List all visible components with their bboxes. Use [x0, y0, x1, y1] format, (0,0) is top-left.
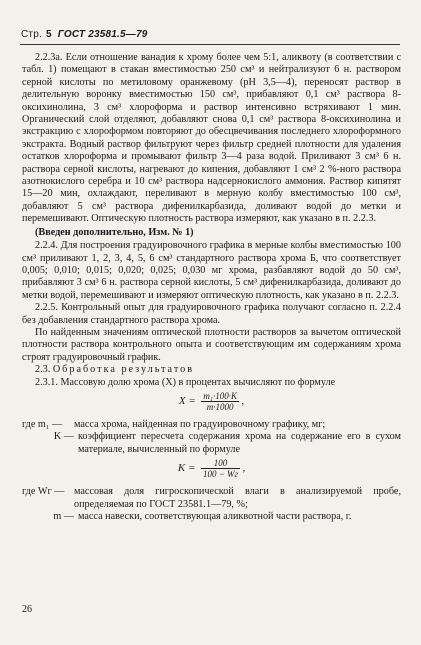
- formula-x-tail: ,: [241, 395, 245, 407]
- standard-code: ГОСТ 23581.5—79: [57, 29, 148, 40]
- definition-symbol: где m₁ —: [22, 418, 63, 430]
- paragraph-calibration: По найденным значениям оптической плотности растворов за вычетом оптической плотности раствора контрольного опыта и соответствующим им содержаниям хрома строят градуировочный график.: [22, 326, 401, 363]
- definition-text: масса хрома, найденная по градуировочному графику, мг;: [74, 418, 326, 430]
- formula-x-fraction: [201, 391, 239, 412]
- footer-page-number: 26: [22, 604, 32, 615]
- definitions-2: [22, 486, 401, 523]
- page-header: [21, 29, 147, 40]
- definition-symbol: K —: [53, 431, 74, 443]
- formula-k-numerator: 100: [201, 458, 240, 469]
- paragraph-2-3-1: 2.3.1. Массовую долю хрома (X) в процентах вычисляют по формуле: [35, 376, 336, 388]
- definition-text: масса навески, соответствующая аликвотной части раствора, г.: [78, 511, 352, 522]
- definition-row: [22, 431, 401, 456]
- amendment-note: (Введен дополнительно, Изм. № 1): [35, 226, 194, 238]
- definition-row: [22, 511, 401, 523]
- definitions-1: [22, 419, 401, 456]
- formula-k-lhs: K =: [177, 462, 196, 475]
- definition-row: [22, 486, 401, 511]
- formula-k-denominator: 100 − Wг: [202, 469, 239, 480]
- formula-k-fraction: [201, 458, 240, 479]
- section-2-3-heading: [22, 364, 401, 376]
- formula-k-tail: ,: [242, 463, 246, 475]
- definition-text: коэффициент пересчета содержания хрома на содержание его в сухом материале, вычисленный по формуле: [78, 431, 401, 455]
- formula-k: [22, 458, 401, 484]
- header-page-number: 5: [45, 29, 52, 40]
- page-body: [22, 52, 401, 523]
- formula-x-lhs: X =: [178, 394, 196, 407]
- paragraph-2-2-4: 2.2.4. Для построения градуировочного графика в мерные колбы вместимостью 100 см³ приливают 1, 2, 3, 4, 5, 6 см³ стандартного раствора хрома Б, что соответствует 0,005; 0,010; 0,015; 0,020; 0,025; 0,030 мг хрома, разбавляют водой до 50 см³, прибавляют 3 см³ 6 н. раствора серной кислоты, 5 см³ дифенилкарбазида, доливают до метки водой, перемешивают и измеряют оптическую плотность, как указано в п. 2.2.3.: [22, 240, 401, 301]
- formula-x-numerator: m₁·100·K: [203, 390, 237, 401]
- paragraph-2-2-5: 2.2.5. Контрольный опыт для градуировочного графика получают согласно п. 2.2.4 без добавления стандартного раствора хрома.: [22, 302, 401, 326]
- formula-x-denominator: m·1000: [206, 401, 234, 412]
- section-title: Обработка результатов: [52, 364, 195, 376]
- header-rule: [20, 44, 400, 45]
- definition-row: [22, 419, 401, 431]
- definition-symbol: где Wг —: [22, 486, 65, 498]
- formula-x: [22, 391, 401, 417]
- paragraph-2-2-3a: 2.2.3а. Если отношение ванадия к хрому более чем 5:1, аликвоту (в соответствии с табл. 1) помещают в стакан вместимостью 250 см³ и нейтрализуют 6 н. раствором серной кислоты по метиловому оранжевому (рН 3,5—4), переносят раствор в делительную воронку вместимостью 150 см³, прибавляют 0,1 см³ раствора 8-оксихинолина, 3 см³ хлороформа и раствор интенсивно встряхивают 1 мин. Органический слой отделяют, добавляют снова 0,1 см³ раствора 8-оксихинолина и экстракцию с хлороформом повторяют до обесцвечивания последнего хлороформного экстракта. Водный раствор фильтруют через фильтр средней плотности для удаления остатков хлороформа и промывают фильтр 3—4 раза водой. Приливают 3 см³ 6 н. раствора серной кислоты, нагревают до кипения, добавляют 1 см³ 2 %-ного раствора азотнокислого серебра и 10 см³ раствора надсернокислого аммония. Раствор кипятят 15—20 мин, охлаждают, переливают в мерную колбу вместимостью 100 см³, добавляют 5 см³ раствора дифенилкарбазида, доливают водой до метки и перемешивают. Оптическую плотность раствора измеряют, как указано в п. 2.2.3.: [22, 52, 401, 225]
- page-label: Стр.: [21, 29, 42, 40]
- definition-symbol: m —: [53, 511, 74, 522]
- section-number: 2.3.: [35, 364, 51, 376]
- definition-text: массовая доля гигроскопической влаги в анализируемой пробе, определяемая по ГОСТ 23581.1—79, %;: [74, 486, 401, 510]
